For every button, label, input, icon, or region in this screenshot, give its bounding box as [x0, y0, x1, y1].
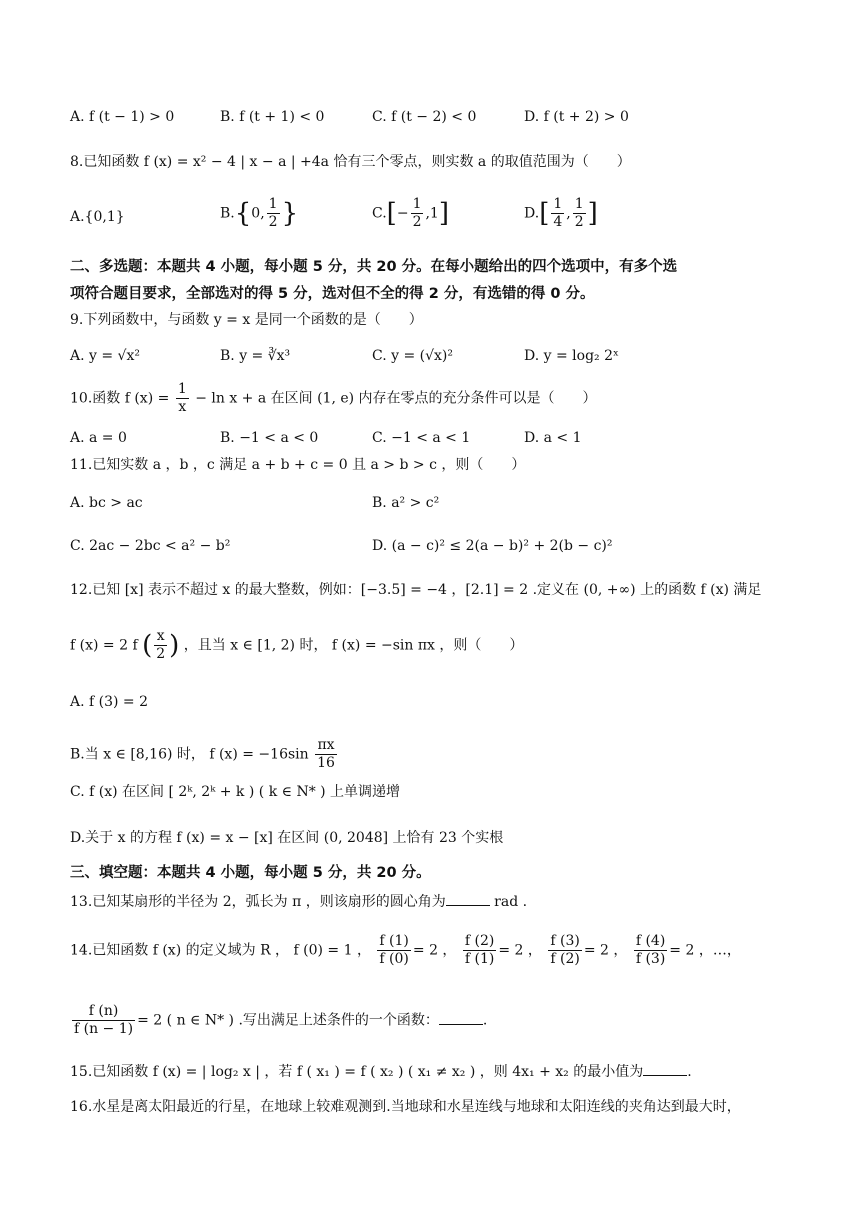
- q12-stem-line-1: 12.已知 [x] 表示不超过 x 的最大整数，例如：[−3.5] = −4 ，[2.1] = 2 .定义在 (0, +∞) 上的函数 f (x) 满足: [70, 582, 762, 598]
- q14-line-2-suffix: = 2 ( n ∈ N* ) .写出满足上述条件的一个函数：: [137, 1012, 439, 1029]
- q8-option-d-prefix: D.: [524, 205, 540, 222]
- q8-option-b-prefix: B.: [220, 205, 235, 222]
- period: .: [482, 1012, 488, 1029]
- q14-fraction-2: [463, 933, 496, 968]
- q15-stem: [70, 1061, 692, 1082]
- q7-option-c: C. f (t − 2) < 0: [372, 109, 477, 125]
- q10-stem: [70, 381, 597, 416]
- frac-num: 1: [553, 196, 563, 212]
- frac-num: f (3): [550, 933, 580, 949]
- q8-option-d: D.[ $\frac{1}{4}$ , $\frac{1}{2}$ ]: [524, 196, 598, 230]
- q14-fraction-n: [72, 1003, 135, 1038]
- q14-fraction-1: [377, 933, 410, 968]
- section-3-heading: 三、填空题：本题共 4 小题，每小题 5 分，共 20 分。: [70, 865, 431, 881]
- q14-fraction-4: [634, 933, 667, 968]
- frac-num: f (4): [635, 933, 666, 949]
- q12-option-d: D.关于 x 的方程 f (x) = x − [x] 在区间 (0, 2048] 上恰有 23 个实根: [70, 830, 504, 846]
- q11-stem: 11.已知实数 a ，b ，c 满足 a + b + c = 0 且 a > b > c ，则（ ）: [70, 457, 526, 473]
- q8-stem: 8.已知函数 f (x) = x² − 4 | x − a | +4a 恰有三个零点，则实数 a 的取值范围为（ ）: [70, 154, 631, 170]
- q14-stem-prefix: 14.已知函数 f (x) 的定义域为 R ， f (0) = 1 ，: [70, 942, 371, 959]
- q13-answer-blank[interactable]: [446, 891, 490, 906]
- frac-num: f (n): [72, 1003, 135, 1021]
- frac-num: 1: [177, 381, 187, 397]
- q13-stem-prefix: 13.已知某扇形的半径为 2，弧长为 π ，则该扇形的圆心角为: [70, 894, 446, 910]
- q9-stem: 9.下列函数中，与函数 y = x 是同一个函数的是（ ）: [70, 312, 423, 328]
- q16-stem-line-1: 16.水星是离太阳最近的行星，在地球上较难观测到.当地球和水星连线与地球和太阳连线的夹角达到最大时，: [70, 1099, 741, 1115]
- q10-option-a: A. a = 0: [70, 430, 127, 446]
- section-2-heading-line-1: 二、多选题：本题共 4 小题，每小题 5 分，共 20 分。在每小题给出的四个选项中，有多个选: [70, 259, 678, 275]
- minus-sign: −: [396, 205, 409, 222]
- frac-num: x: [154, 628, 167, 646]
- q15-stem-prefix: 15.已知函数 f (x) = | log₂ x | ，若 f ( x₁ ) = f ( x₂ ) ( x₁ ≠ x₂ ) ，则 4x₁ + x₂ 的最小值为: [70, 1064, 644, 1080]
- q14-stem-line-2: [70, 1003, 487, 1038]
- frac-den: f (n − 1): [74, 1021, 134, 1037]
- q15-answer-blank[interactable]: [643, 1061, 687, 1076]
- q7-option-d: D. f (t + 2) > 0: [524, 109, 629, 125]
- q12-stem-line-2-prefix: f (x) = 2 f: [70, 637, 138, 654]
- q13-stem-suffix: rad .: [489, 894, 528, 910]
- q8-option-c: C.[− $\frac{1}{2}$ ,1]: [372, 196, 449, 230]
- q7-option-a: A. f (t − 1) > 0: [70, 109, 175, 125]
- q9-option-c: C. y = (√x)²: [372, 348, 454, 364]
- q12-option-b-prefix: B.当 x ∈ [8,16) 时， f (x) = −16sin: [70, 746, 309, 763]
- q12-stem-line-2: f (x) = 2 f ( $\frac{x}{2}$ ) ，且当 x ∈ [1, 2) 时， f (x) = −sin πx ，则（ ）: [70, 628, 524, 662]
- q12-option-c: C. f (x) 在区间 [ 2ᵏ, 2ᵏ + k ) ( k ∈ N* ) 上单调递增: [70, 784, 401, 800]
- q10-stem-suffix: − ln x + a 在区间 (1, e) 内存在零点的充分条件可以是（ ）: [195, 390, 597, 407]
- frac-den: x: [178, 399, 187, 415]
- q12-option-a: A. f (3) = 2: [70, 694, 149, 710]
- q10-option-c: C. −1 < a < 1: [372, 430, 471, 446]
- q10-option-b: B. −1 < a < 0: [220, 430, 319, 446]
- frac-den: 2: [156, 646, 166, 662]
- frac-den: f (3): [635, 951, 666, 967]
- q8-option-b-zero: 0,: [251, 205, 265, 222]
- q14-answer-blank[interactable]: [439, 1010, 483, 1025]
- q13-stem: [70, 891, 527, 912]
- q12-stem-line-2-suffix: ，且当 x ∈ [1, 2) 时， f (x) = −sin πx ，则（ ）: [183, 637, 524, 654]
- frac-num: πx: [315, 737, 337, 755]
- period: .: [687, 1064, 692, 1080]
- equals-two: = 2 ，: [669, 942, 713, 959]
- frac-num: 1: [412, 196, 422, 212]
- q7-option-b: B. f (t + 1) < 0: [220, 109, 325, 125]
- q8-option-d-fraction-2: [573, 196, 586, 231]
- frac-num: f (1): [379, 933, 409, 949]
- q11-option-a: A. bc > ac: [70, 495, 143, 511]
- equals-two: = 2 ，: [498, 942, 542, 959]
- q11-option-b: B. a² > c²: [372, 495, 440, 511]
- q14-stem-line-1: [70, 933, 741, 968]
- q12-option-b: [70, 737, 339, 772]
- frac-den: f (1): [464, 951, 495, 967]
- q11-option-d: D. (a − c)² ≤ 2(a − b)² + 2(b − c)²: [372, 538, 613, 554]
- equals-two: = 2 ，: [583, 942, 628, 959]
- q9-option-d: D. y = log₂ 2ˣ: [524, 348, 619, 364]
- q8-option-d-fraction-1: [551, 196, 564, 231]
- frac-den: 2: [412, 214, 422, 230]
- q12-fraction-x-over-2: [154, 628, 167, 663]
- q10-stem-prefix: 10.函数 f (x) =: [70, 390, 170, 407]
- frac-den: 4: [553, 214, 563, 230]
- equals-two: = 2 ，: [412, 942, 457, 959]
- q9-option-b: B. y = ∛x³: [220, 348, 291, 364]
- frac-den: f (2): [550, 951, 580, 967]
- section-2-heading-line-2: 项符合题目要求，全部选对的得 5 分，选对但不全的得 2 分，有选错的得 0 分。: [70, 286, 595, 302]
- q8-option-b: B.{0, $\frac{1}{2}$ }: [220, 196, 299, 230]
- q10-option-d: D. a < 1: [524, 430, 582, 446]
- q12-option-b-fraction: [315, 737, 337, 772]
- frac-den: 2: [574, 214, 584, 230]
- q8-option-a: A.{0,1}: [70, 209, 125, 225]
- q9-option-a: A. y = √x²: [70, 348, 140, 364]
- ellipsis: …，: [712, 942, 741, 959]
- q14-fraction-3: [548, 933, 581, 968]
- q8-option-c-tail: ,1: [425, 205, 439, 222]
- frac-num: 1: [574, 196, 584, 212]
- q8-option-b-fraction: [267, 196, 280, 231]
- frac-den: 2: [268, 214, 278, 230]
- q8-option-c-fraction: [411, 196, 424, 231]
- frac-den: f (0): [379, 951, 409, 967]
- q8-option-c-prefix: C.: [372, 205, 387, 222]
- frac-num: f (2): [464, 933, 495, 949]
- frac-num: 1: [268, 196, 278, 212]
- q10-fraction: [176, 381, 189, 416]
- q11-option-c: C. 2ac − 2bc < a² − b²: [70, 538, 231, 554]
- frac-den: 16: [317, 755, 335, 771]
